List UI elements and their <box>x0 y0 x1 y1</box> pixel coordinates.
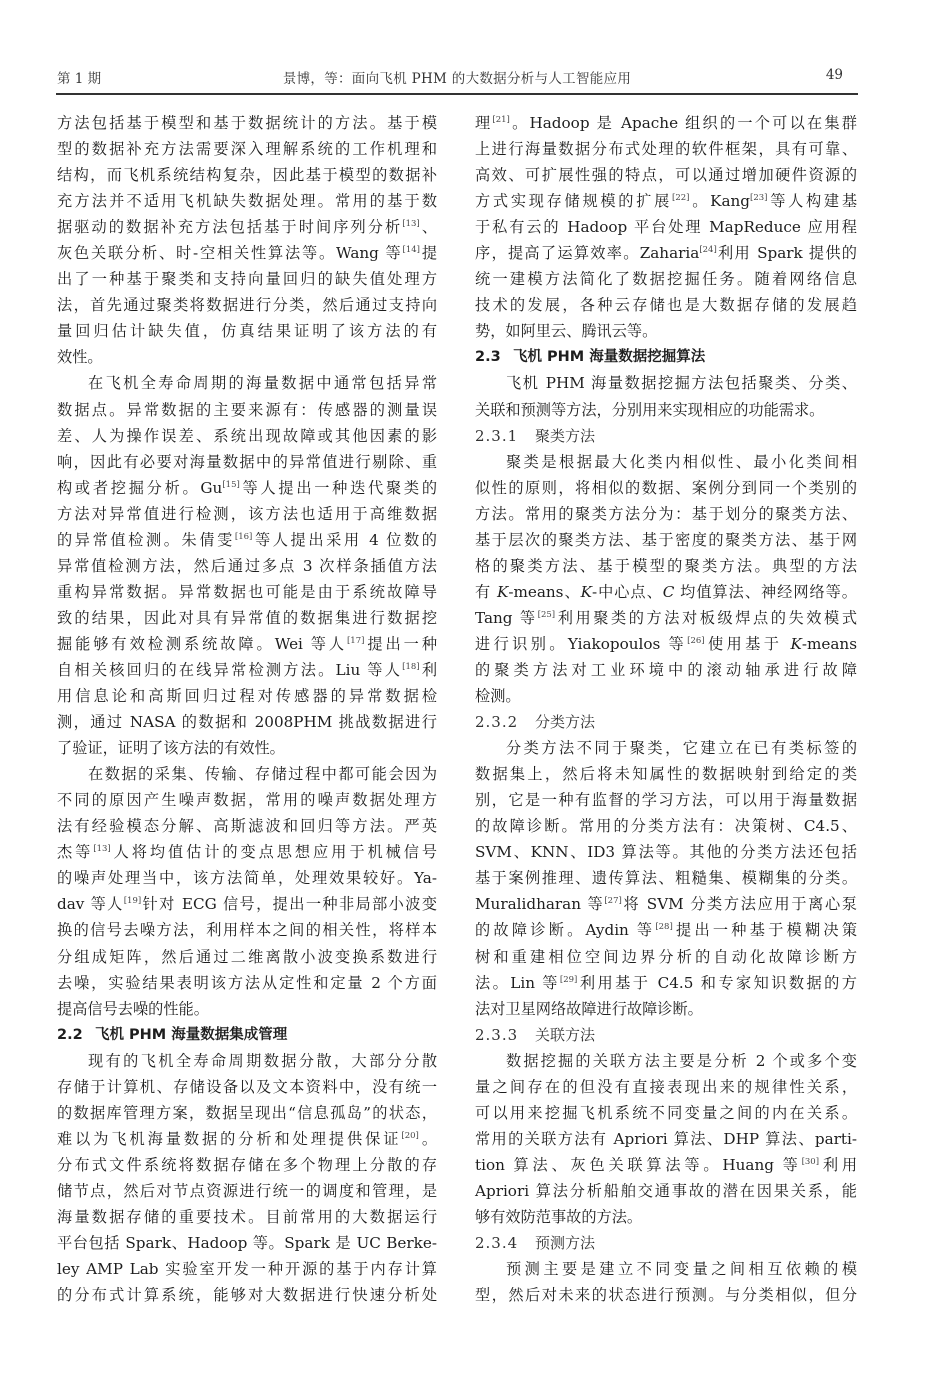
text-line: 去噪，实验结果表明该方法从定性和定量 2 个方面 <box>57 973 437 992</box>
paragraph <box>57 110 437 370</box>
text-line: 杰等[13]人将均值估计的变点思想应用于机械信号 <box>57 843 438 862</box>
text-line: 高效、可扩展性强的特点，可以通过增加硬件资源的 <box>475 166 857 185</box>
subsection-heading <box>475 1230 857 1256</box>
paragraph <box>475 370 857 422</box>
text-line: 够有效防范事故的方法。 <box>475 1207 643 1226</box>
text-line: 测，通过 NASA 的数据和 2008PHM 挑战数据进行 <box>57 713 437 732</box>
right-column <box>475 110 857 1308</box>
section-number: 2.2 <box>57 1026 83 1043</box>
text-line: 序，提高了运算效率。Zaharia[24]利用 Spark 提供的 <box>475 244 857 263</box>
text-line: 分类方法不同于聚类，它建立在已有类标签的 <box>506 739 857 758</box>
citation-ref: [25] <box>537 609 556 620</box>
citation-ref: [26] <box>687 635 705 646</box>
text-line: 势，如阿里云、腾讯云等。 <box>475 322 658 341</box>
citation-ref: [19] <box>123 896 142 907</box>
header-rule <box>56 93 858 95</box>
text-line: 法对卫星网络故障进行故障诊断。 <box>475 999 703 1018</box>
text-line: 可以用来挖掘飞机系统不同变量之间的内在关系。 <box>475 1103 857 1122</box>
italic-variable: K <box>790 634 802 653</box>
text-line: 异常值检测方法，然后通过多点 3 次样条插值方法 <box>57 556 437 575</box>
text-line: SVM、KNN、ID3 算法等。其他的分类方法还包括 <box>475 843 857 862</box>
text-line: 在数据的采集、传输、存储过程中都可能会因为 <box>88 765 437 784</box>
citation-ref: [13] <box>402 219 420 230</box>
text-line: 法有经验模态分解、高斯滤波和回归等方法。严英 <box>57 817 437 836</box>
text-line: 进行识别。Yiakopoulos 等[26]使用基于 K-means <box>475 634 857 653</box>
citation-ref: [24] <box>699 245 717 256</box>
text-line: 灰色关联分析、时-空相关性算法等。Wang 等[14]提 <box>57 244 438 263</box>
paragraph <box>57 1048 437 1308</box>
citation-ref: [17] <box>346 635 365 646</box>
paragraph <box>475 110 857 344</box>
text-line: 重构异常数据。异常数据也可能是由于系统故障导 <box>57 582 437 601</box>
text-line: 方法包括基于模型和基于数据统计的方法。基于模 <box>57 114 437 132</box>
text-line: 不同的原因产生噪声数据，常用的噪声数据处理方 <box>57 791 437 810</box>
paragraph <box>475 1256 857 1308</box>
text-line: 效性。 <box>57 348 103 367</box>
text-line: 在飞机全寿命周期的海量数据中通常包括异常 <box>88 374 437 393</box>
text-line: 的故障诊断。Aydin 等[28]提出一种基于模糊决策 <box>475 921 858 940</box>
text-line: 上进行海量数据分布式处理的软件框架，具有可靠、 <box>475 140 857 159</box>
section-title: 聚类方法 <box>535 426 596 445</box>
citation-ref: [30] <box>801 1156 820 1167</box>
text-line: 用信息论和高斯回归过程对传感器的异常数据检 <box>57 687 437 706</box>
text-line: 数据点。异常数据的主要来源有：传感器的测量误 <box>57 400 437 419</box>
italic-variable: C <box>662 582 675 601</box>
text-line: 理[21]。Hadoop 是 Apache 组织的一个可以在集群 <box>475 114 857 132</box>
text-line: 常用的关联方法有 Apriori 算法、DHP 算法、parti- <box>475 1129 857 1148</box>
text-line: 树和重建相位空间边界分析的自动化故障诊断方 <box>475 947 857 966</box>
paragraph <box>57 370 437 761</box>
text-line: 结构，而飞机系统结构复杂，因此基于模型的数据补 <box>57 166 437 185</box>
running-header <box>57 63 857 89</box>
text-line: 数据集上，然后将未知属性的数据映射到给定的类 <box>475 765 857 784</box>
text-line: 致的结果，因此对具有异常值的数据集进行数据挖 <box>57 608 437 627</box>
section-title: 飞机 PHM 海量数据集成管理 <box>95 1026 288 1043</box>
left-column <box>57 110 437 1308</box>
text-line: 基于层次的聚类方法、基于密度的聚类方法、基于网 <box>475 530 857 549</box>
text-line: 方法对异常值进行检测，该方法也适用于高维数据 <box>57 504 437 523</box>
text-line: 别，它是一种有监督的学习方法，可以用于海量数据 <box>475 791 857 810</box>
text-line: 海量数据存储的重要技术。目前常用的大数据运行 <box>57 1207 437 1226</box>
section-heading <box>57 1022 437 1048</box>
section-number: 2.3.1 <box>475 426 519 445</box>
citation-ref: [28] <box>655 922 673 933</box>
text-line: 的数据库管理方案，数据呈现出“信息孤岛”的状态， <box>57 1103 437 1122</box>
section-title: 飞机 PHM 海量数据挖掘算法 <box>513 349 706 366</box>
citation-ref: [16] <box>234 531 253 542</box>
text-line: 方法。常用的聚类方法分为：基于划分的聚类方法、 <box>475 504 857 523</box>
text-line: 分布式文件系统将数据存储在多个物理上分散的存 <box>57 1155 437 1174</box>
text-line: Apriori 算法分析船舶交通事故的潜在因果关系，能 <box>475 1181 857 1200</box>
paragraph <box>57 761 437 1021</box>
text-line: 提高信号去噪的性能。 <box>57 999 209 1018</box>
text-line: 聚类是根据最大化类内相似性、最小化类间相 <box>506 452 857 471</box>
text-line: 平台包括 Spark、Hadoop 等。Spark 是 UC Berke- <box>57 1234 437 1253</box>
issue-number: 第 1 期 <box>57 71 102 87</box>
text-line: 换的信号去噪方法，利用样本之间的相关性，将样本 <box>57 921 437 940</box>
text-line: 储节点，然后对节点资源进行统一的调度和管理，是 <box>57 1181 437 1200</box>
text-line: 检测。 <box>475 687 521 706</box>
text-line: 难以为飞机海量数据的分析和处理提供保证[20]。 <box>57 1129 438 1148</box>
text-line: tion 算法、灰色关联算法等。Huang 等[30]利用 <box>475 1155 858 1174</box>
text-line: 型的数据补充方法需要深入理解系统的工作机理和 <box>57 140 437 159</box>
paragraph <box>475 1048 857 1230</box>
subsection-heading <box>475 423 857 449</box>
text-line: 构或者挖掘分析。Gu[15]等人提出一种迭代聚类的 <box>57 478 438 497</box>
citation-ref: [27] <box>604 896 622 907</box>
text-line: ley AMP Lab 实验室开发一种开源的基于内存计算 <box>57 1260 437 1279</box>
section-title: 关联方法 <box>535 1025 596 1044</box>
citation-ref: [13] <box>93 844 111 855</box>
text-line: 掘能够有效检测系统故障。Wei 等人[17]提出一种 <box>57 634 438 653</box>
paragraph <box>475 735 857 1022</box>
text-line: 有 K-means、K-中心点、C 均值算法、神经网络等。 <box>475 582 857 601</box>
text-line: 自相关核回归的在线异常检测方法。Liu 等人[18]利 <box>57 660 438 679</box>
citation-ref: [21] <box>492 115 510 125</box>
text-line: 的故障诊断。常用的分类方法有：决策树、C4.5、 <box>475 817 857 836</box>
text-line: 方式实现存储规模的扩展[22]。Kang[23]等人构建基 <box>475 192 858 211</box>
text-line: 飞机 PHM 海量数据挖掘方法包括聚类、分类、 <box>506 374 857 393</box>
paragraph <box>475 449 857 709</box>
text-line: Tang 等[25]利用聚类的方法对板级焊点的失效模式 <box>475 608 858 627</box>
text-line: 型，然后对未来的状态进行预测。与分类相似，但分 <box>475 1286 857 1305</box>
text-line: 于私有云的 Hadoop 平台处理 MapReduce 应用程 <box>475 218 857 237</box>
section-number: 2.3.2 <box>475 713 519 732</box>
text-line: 的噪声处理当中，该方法简单，处理效果较好。Ya- <box>57 869 437 888</box>
text-line: 预测主要是建立不同变量之间相互依赖的模 <box>506 1260 857 1279</box>
text-line: 存储于计算机、存储设备以及文本资料中，没有统一 <box>57 1077 437 1096</box>
text-line: 的聚类方法对工业环境中的滚动轴承进行故障 <box>475 660 857 679</box>
text-line: 出了一种基于聚类和支持向量回归的缺失值处理方 <box>57 270 437 289</box>
text-line: 统一建模方法简化了数据挖掘任务。随着网络信息 <box>475 270 857 289</box>
text-line: 了验证，证明了该方法的有效性。 <box>57 739 285 758</box>
text-line: 据驱动的数据补充方法包括基于时间序列分析[13]、 <box>57 218 438 237</box>
section-number: 2.3.3 <box>475 1025 519 1044</box>
text-line: 现有的飞机全寿命周期数据分散，大部分分散 <box>88 1051 437 1070</box>
running-title: 景博，等：面向飞机 PHM 的大数据分析与人工智能应用 <box>282 71 632 87</box>
text-line: dav 等人[19]针对 ECG 信号，提出一种非局部小波变 <box>57 895 438 914</box>
text-line: 响，因此有必要对海量数据中的异常值进行剔除、重 <box>57 452 437 471</box>
citation-ref: [15] <box>222 479 240 490</box>
subsection-heading <box>475 1022 857 1048</box>
page-number: 49 <box>825 67 843 83</box>
text-line: 数据挖掘的关联方法主要是分析 2 个或多个变 <box>506 1051 857 1070</box>
text-line: 差、人为操作误差、系统出现故障或其他因素的影 <box>57 426 437 445</box>
text-line: 量回归估计缺失值，仿真结果证明了该方法的有 <box>57 322 437 341</box>
citation-ref: [18] <box>402 661 420 672</box>
section-number: 2.3 <box>475 349 501 366</box>
citation-ref: [29] <box>559 974 578 985</box>
subsection-heading <box>475 709 857 735</box>
section-number: 2.3.4 <box>475 1234 519 1253</box>
text-line: 格的聚类方法、基于模型的聚类方法。典型的方法 <box>475 556 857 575</box>
section-heading <box>475 344 857 370</box>
italic-variable: K <box>496 582 509 601</box>
italic-variable: K <box>580 582 592 601</box>
citation-ref: [20] <box>401 1130 419 1141</box>
citation-ref: [22] <box>672 193 690 204</box>
text-line: 法，首先通过聚类将数据进行分类，然后通过支持向 <box>57 296 437 315</box>
text-line: 分组成矩阵，然后通过二维离散小波变换系数进行 <box>57 947 437 966</box>
text-line: 的分布式计算系统，能够对大数据进行快速分析处 <box>57 1286 437 1305</box>
text-line: 的异常值检测。朱倩雯[16]等人提出采用 4 位数的 <box>57 530 437 549</box>
text-line: 基于案例推理、遗传算法、粗糙集、模糊集的分类。 <box>475 869 857 888</box>
text-line: 量之间存在的但没有直接表现出来的规律性关系， <box>475 1077 857 1096</box>
text-line: 技术的发展，各种云存储也是大数据存储的发展趋 <box>475 296 857 315</box>
text-line: 充方法并不适用飞机缺失数据处理。常用的基于数 <box>57 192 437 211</box>
text-line: 法。Lin 等[29]利用基于 C4.5 和专家知识数据的方 <box>475 973 857 992</box>
text-line: 似性的原则，将相似的数据、案例分到同一个类别的 <box>475 478 857 497</box>
section-title: 分类方法 <box>535 713 596 732</box>
citation-ref: [23] <box>750 193 768 204</box>
text-line: 关联和预测等方法，分别用来实现相应的功能需求。 <box>475 400 825 419</box>
text-line: Muralidharan 等[27]将 SVM 分类方法应用于离心泵 <box>475 895 857 914</box>
section-title: 预测方法 <box>535 1234 596 1253</box>
citation-ref: [14] <box>402 245 420 256</box>
